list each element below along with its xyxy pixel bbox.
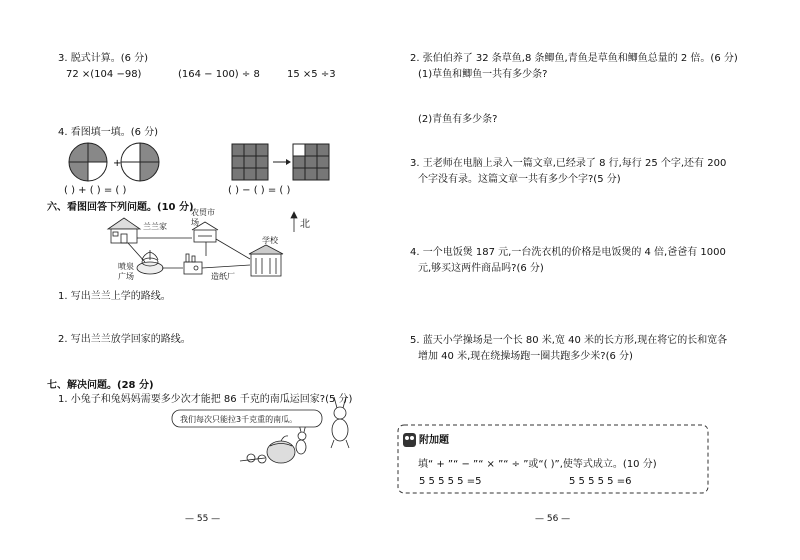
section-6-question-1: 1. 写出兰兰上学的路线。 bbox=[58, 291, 171, 302]
question-3-line-1: 3. 王老师在电脑上录入一篇文章,已经录了 8 行,每行 25 个字,还有 200 bbox=[410, 158, 727, 169]
question-4-title: 4. 看图填一填。(6 分) bbox=[58, 127, 159, 138]
fraction-circle-left bbox=[69, 143, 107, 181]
section-7-question-1: 1. 小兔子和兔妈妈需要多少次才能把 86 千克的南瓜运回家?(5 分) bbox=[58, 394, 353, 405]
question-5-line-2: 增加 40 米,现在绕操场跑一圈共跑多少米?(6 分) bbox=[418, 351, 633, 362]
section-6-question-2: 2. 写出兰兰放学回家的路线。 bbox=[58, 334, 191, 345]
label-factory: 造纸厂 bbox=[211, 272, 235, 281]
question-2-text: 2. 张伯伯养了 32 条草鱼,8 条鲫鱼,青鱼是草鱼和鲫鱼总量的 2 倍。(6 分) bbox=[410, 53, 738, 64]
grid-full bbox=[232, 144, 268, 180]
bonus-equation-2[interactable]: 5 5 5 5 5 =6 bbox=[569, 476, 632, 487]
arrow-icon bbox=[273, 159, 291, 165]
answer-blank-subtraction[interactable]: ( ) − ( ) = ( ) bbox=[228, 185, 291, 196]
bonus-label: 附加题 bbox=[419, 435, 449, 446]
question-4-line-1: 4. 一个电饭煲 187 元,一台洗衣机的价格是电饭煲的 4 倍,爸爸有 1000 bbox=[410, 247, 726, 258]
grid-partial bbox=[293, 144, 329, 180]
fountain-icon bbox=[137, 250, 163, 274]
north-label: 北 bbox=[300, 219, 310, 230]
label-school: 学校 bbox=[262, 236, 278, 245]
factory-icon bbox=[184, 254, 202, 274]
question-2-sub-1: (1)草鱼和鲫鱼一共有多少条? bbox=[418, 69, 548, 80]
question-3-line-2: 个字没有录。这篇文章一共有多少个字?(5 分) bbox=[418, 174, 621, 185]
section-7-title: 七、解决问题。(28 分) bbox=[47, 380, 154, 391]
house-icon bbox=[108, 218, 140, 243]
question-4-line-2: 元,够买这两件商品吗?(6 分) bbox=[418, 263, 544, 274]
expression-3: 15 ×5 ÷3 bbox=[287, 69, 336, 80]
bonus-equation-1[interactable]: 5 5 5 5 5 =5 bbox=[419, 476, 482, 487]
question-3-title: 3. 脱式计算。(6 分) bbox=[58, 53, 149, 64]
page-number-left: — 55 — bbox=[185, 514, 221, 524]
rabbit-pumpkin-illustration bbox=[240, 397, 349, 463]
answer-blank-addition[interactable]: ( ) + ( ) = ( ) bbox=[64, 185, 127, 196]
question-2-sub-2: (2)青鱼有多少条? bbox=[418, 114, 498, 125]
bonus-instructions: 填“ + ”“ − ”“ × ”“ ÷ ”或“( )”,使等式成立。(10 分) bbox=[418, 459, 657, 470]
label-market: 农贸市场 bbox=[191, 208, 215, 227]
speech-bubble-text: 我们每次只能拉3千克重的南瓜。 bbox=[180, 415, 298, 424]
label-plaza: 喷泉广场 bbox=[118, 262, 134, 281]
expression-2: (164 − 100) ÷ 8 bbox=[178, 69, 260, 80]
page-number-right: — 56 — bbox=[535, 514, 571, 524]
owl-icon bbox=[403, 433, 416, 447]
fraction-circle-right bbox=[121, 143, 159, 181]
school-icon bbox=[249, 245, 283, 276]
question-5-line-1: 5. 蓝天小学操场是一个长 80 米,宽 40 米的长方形,现在将它的长和宽各 bbox=[410, 335, 728, 346]
label-lanlan-home: 兰兰家 bbox=[143, 222, 167, 231]
svg-text:+: + bbox=[113, 158, 122, 169]
section-6-title: 六、看图回答下列问题。(10 分) bbox=[47, 202, 194, 213]
expression-1: 72 ×(104 −98) bbox=[66, 69, 142, 80]
